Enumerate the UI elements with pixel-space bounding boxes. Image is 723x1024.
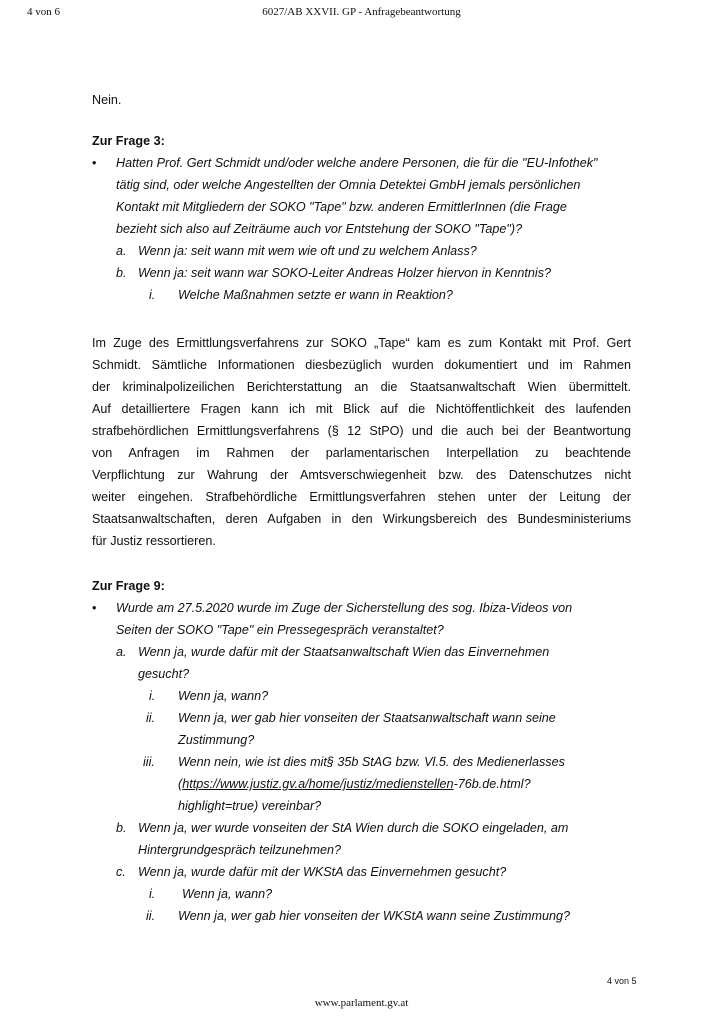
frage9-sub-b-marker: b. (116, 821, 127, 835)
frage9-sub-b-line: Wenn ja, wer wurde vonseiten der StA Wien durch die SOKO eingeladen, am (138, 821, 569, 835)
frage9-question-line: Wurde am 27.5.2020 wurde im Zuge der Sicherstellung des sog. Ibiza-Videos von (116, 601, 573, 615)
frage9-sub-b-line: Hintergrundgespräch teilzunehmen? (138, 843, 342, 857)
frage9-bullet: • (92, 601, 97, 615)
header-page-indicator: 4 von 6 (27, 6, 60, 18)
frage3-answer-line: Staatsanwaltschaften, deren Aufgaben in den Wirkungsbereich des Bundesministeriums (92, 512, 631, 526)
frage3-question-line: tätig sind, oder welche Angestellten der Omnia Detektei GmbH jemals persönlichen (116, 178, 581, 192)
frage9-sub-a-i-marker: i. (149, 689, 156, 703)
frage9-question-line: Seiten der SOKO "Tape" ein Pressegespräch veranstaltet? (116, 623, 444, 637)
frage9-sub-c-ii-text: Wenn ja, wer gab hier vonseiten der WKStA wann seine Zustimmung? (178, 909, 570, 923)
footer-website: www.parlament.gv.at (314, 997, 409, 1009)
frage3-question-line: Hatten Prof. Gert Schmidt und/oder welche andere Personen, die für die "EU-Infothek" (116, 156, 598, 170)
frage3-sub-b-i-marker: i. (149, 288, 156, 302)
frage3-sub-a-marker: a. (116, 244, 127, 258)
frage3-sub-a-text: Wenn ja: seit wann mit wem wie oft und zu welchem Anlass? (138, 244, 477, 258)
frage9-sub-a-iii-link-line (178, 776, 531, 792)
paren-open: ( (178, 777, 183, 791)
frage3-question-line: Kontakt mit Mitgliedern der SOKO "Tape" bzw. anderen ErmittlerInnen (die Frage (116, 200, 567, 214)
frage3-heading: Zur Frage 3: (92, 134, 165, 148)
frage9-sub-a-ii-line: Zustimmung? (178, 733, 255, 747)
frage3-answer-line: Im Zuge des Ermittlungsverfahrens zur SOKO „Tape“ kam es zum Kontakt mit Prof. Gert (92, 336, 631, 350)
frage9-sub-a-ii-marker: ii. (146, 711, 156, 725)
frage9-sub-c-marker: c. (116, 865, 126, 879)
footer-page-of: 4 von 5 (607, 976, 637, 986)
frage9-sub-a-line: Wenn ja, wurde dafür mit der Staatsanwaltschaft Wien das Einvernehmen (138, 645, 550, 659)
frage3-answer-line: der kriminalpolizeilichen Berichterstattung an die Staatsanwaltschaft Wien übermittelt. (92, 380, 631, 394)
frage3-answer-line: strafbehördlichen Ermittlungsverfahrens (§ 12 StPO) und die auch bei der Beantwortung (92, 424, 631, 438)
frage3-question-line: bezieht sich also auf Zeiträume auch vor Entstehung der SOKO "Tape")? (116, 222, 523, 236)
frage9-sub-a-iii-line: highlight=true) vereinbar? (178, 799, 322, 813)
frage9-heading: Zur Frage 9: (92, 579, 165, 593)
frage9-sub-a-ii-line: Wenn ja, wer gab hier vonseiten der Staatsanwaltschaft wann seine (178, 711, 556, 725)
frage9-sub-c-text: Wenn ja, wurde dafür mit der WKStA das Einvernehmen gesucht? (138, 865, 507, 879)
frage3-sub-b-marker: b. (116, 266, 127, 280)
link-rest: -76b.de.html? (453, 777, 531, 791)
frage9-sub-c-i-marker: i. (149, 887, 156, 901)
frage3-answer-line: Auf detailliertere Fragen kann ich mit Blick auf die Nichtöffentlichkeit des laufenden (92, 402, 631, 416)
frage3-answer-line: Verpflichtung zur Wahrung der Amtsverschwiegenheit bzw. des Datenschutzes nicht (92, 468, 631, 482)
frage9-sub-a-iii-line: Wenn nein, wie ist dies mit§ 35b StAG bzw. Vl.5. des Medienerlasses (178, 755, 565, 769)
frage9-sub-a-line: gesucht? (138, 667, 190, 681)
frage9-sub-a-marker: a. (116, 645, 127, 659)
frage9-sub-c-ii-marker: ii. (146, 909, 156, 923)
frage3-bullet: • (92, 156, 97, 170)
header-document-title: 6027/AB XXVII. GP - Anfragebeantwortung (262, 6, 461, 18)
answer-nein: Nein. (92, 93, 122, 107)
frage9-sub-c-i-text: Wenn ja, wann? (182, 887, 273, 901)
justiz-link[interactable]: https://www.justiz.gv.a/home/justiz/medienstellen (182, 777, 454, 791)
frage3-sub-b-text: Wenn ja: seit wann war SOKO-Leiter Andreas Holzer hiervon in Kenntnis? (138, 266, 551, 280)
frage3-answer-line: von Anfragen im Rahmen der parlamentarischen Interpellation zu beachtende (92, 446, 631, 460)
frage3-answer-line: Schmidt. Sämtliche Informationen diesbezüglich wurden dokumentiert und im Rahmen (92, 358, 631, 372)
frage9-sub-a-iii-marker: iii. (143, 755, 155, 769)
frage3-sub-b-i-text: Welche Maßnahmen setzte er wann in Reaktion? (178, 288, 453, 302)
frage3-answer-line: für Justiz ressortieren. (92, 534, 216, 548)
frage9-sub-a-i-text: Wenn ja, wann? (178, 689, 269, 703)
frage3-answer-line: weiter eingehen. Strafbehördliche Ermittlungsverfahren stehen unter der Leitung der (92, 490, 631, 504)
